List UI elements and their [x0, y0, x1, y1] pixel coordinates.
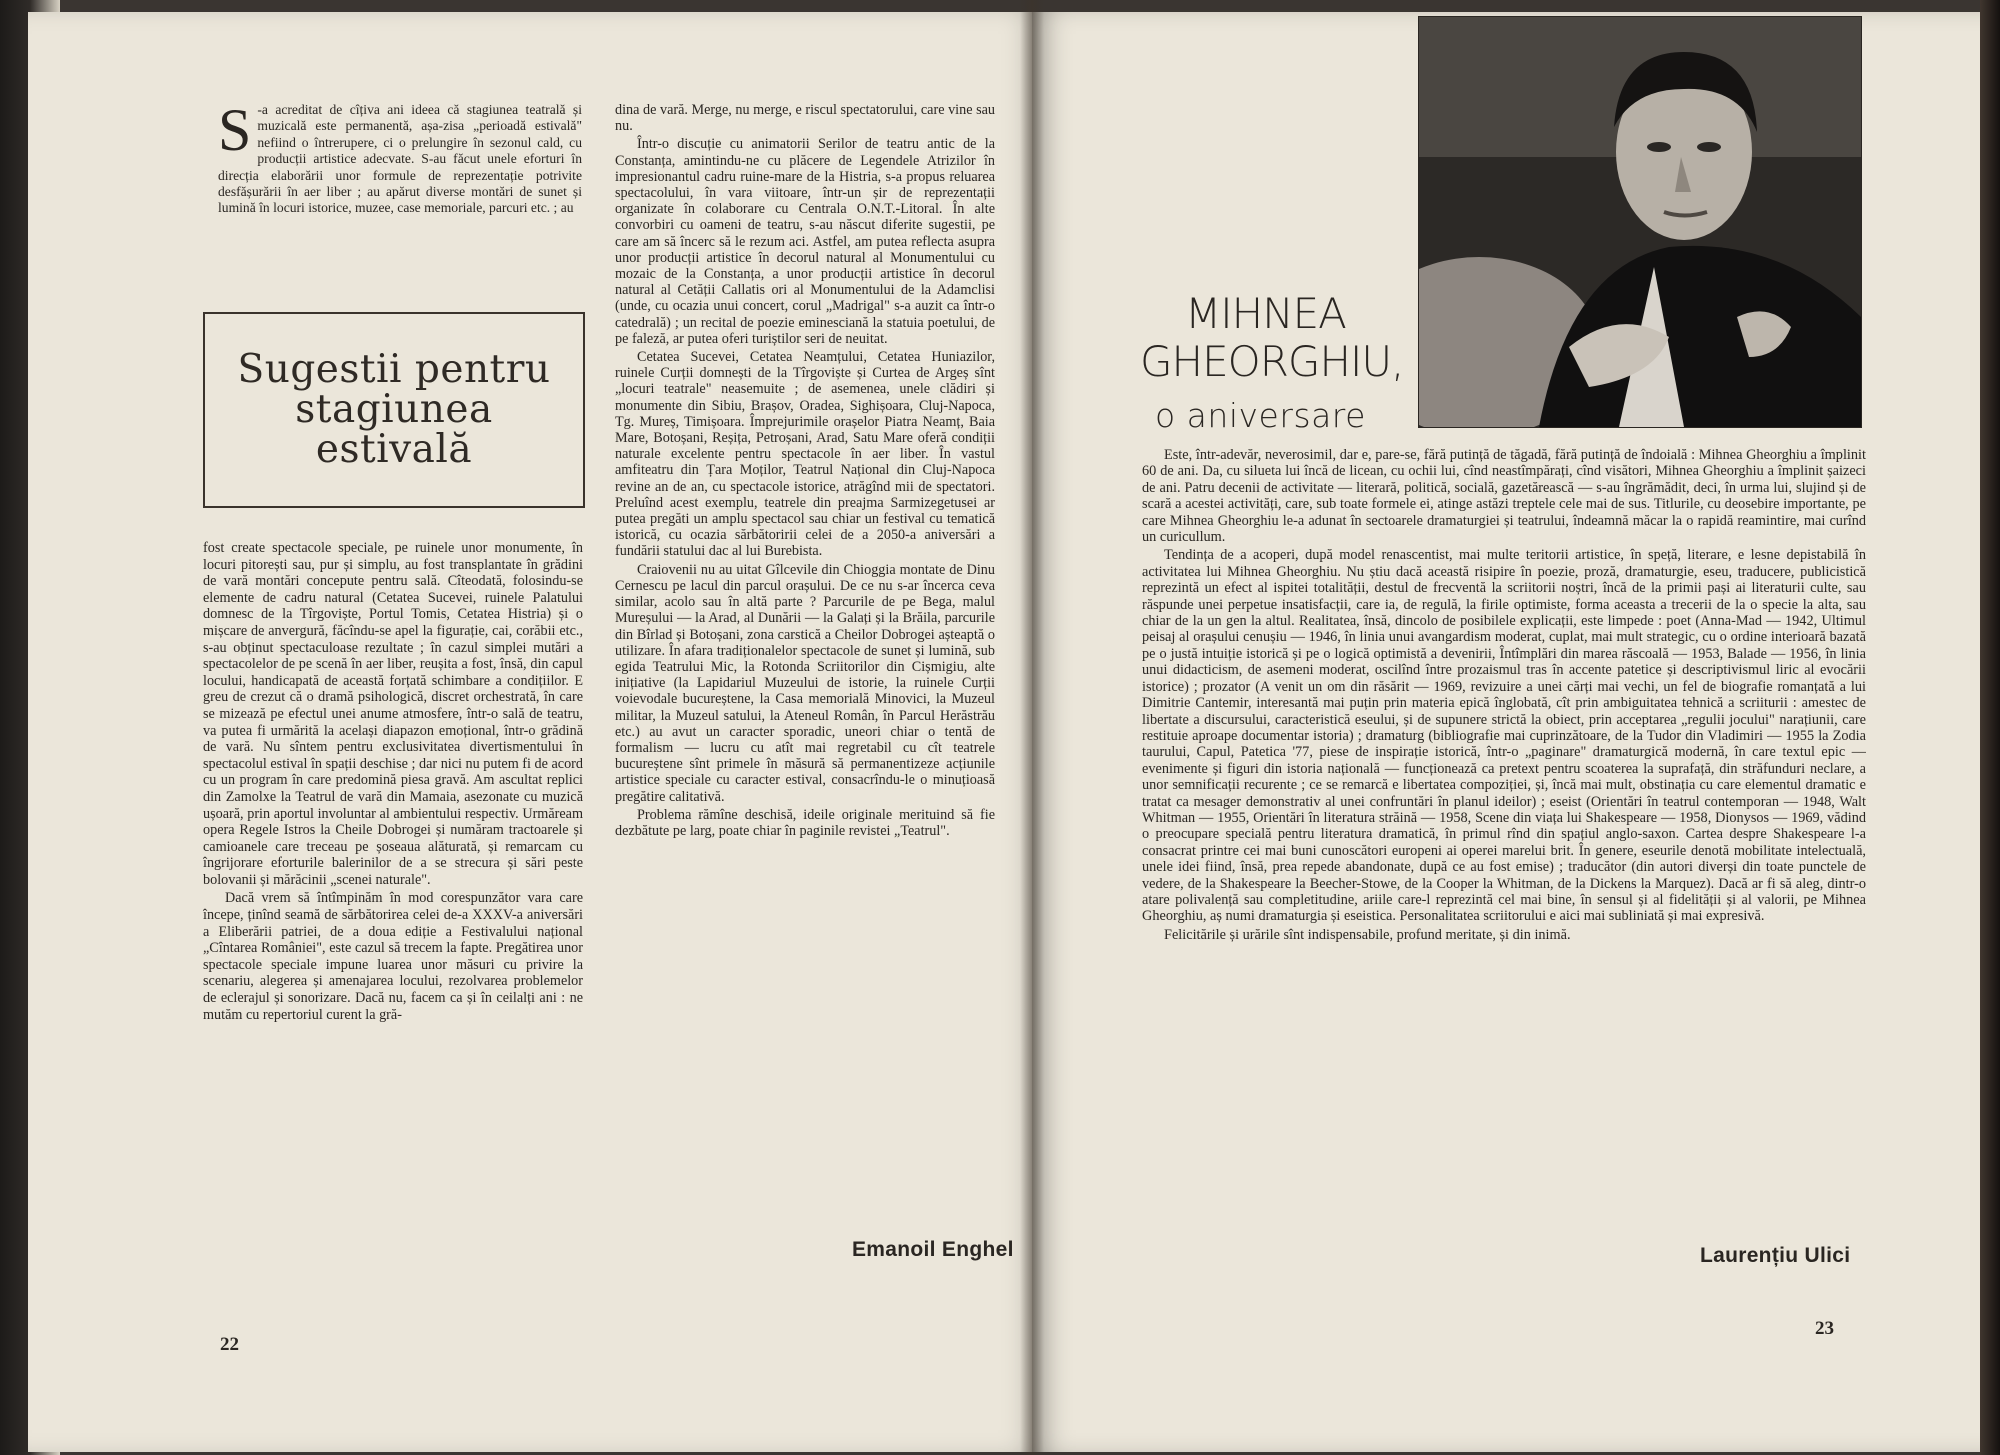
headline-subtitle: o aniversare — [1155, 396, 1366, 435]
paragraph: dina de vară. Merge, nu merge, e riscul spectatorului, care vine sau nu. — [615, 102, 995, 135]
book-gutter — [1020, 0, 1044, 1455]
paragraph: Este, într-adevăr, neverosimil, dar e, pare-se, fără putință de tăgadă, fără putință de îndoială : Mihnea Gheorghiu a împlinit 60 de ani. Da, cu silueta lui încă de licean, cu ochii lui, cînd neastîmpărați, cînd visători, Mihnea Gheorghiu a împlinit șaizeci de ani. Patru decenii de activitate — literară, politică, socială, gazetărească — s-au îngrămădit, deci, în urma lui, slujind și de scară a acestei activități, care, sub toate formele ei, atinge astăzi treptele cele mai de sus. Titlurile, cu deosebire importante, pe care Mihnea Gheorghiu le-a adunat în sectoarele dramaturgiei și teatrului, îndeamnă măcar la o rapidă reamintire, mai curînd un curicullum. — [1142, 447, 1866, 546]
paragraph: Craiovenii nu au uitat Gîlcevile din Chioggia montate de Dinu Cernescu pe lacul din parcul orașului. De ce nu s-ar încerca ceva similar, acolo sau în altă parte ? Parcurile de pe Bega, malul Mureșului — la Arad, al Dunării — la Galați și la Brăila, parcurile din Bîrlad și Botoșani, zona carstică a Cheilor Dobrogei așteaptă o utilizare. În afara tradiționalelor spectacole de sunet și lumină, sub egida Teatrului Mic, la Rotonda Scriitorilor din Cișmigiu, alte inițiative (la Lapidariul Muzeului de istorie, la ruinele Curții voievodale bucureștene, la Casa memorială Minovici, la Muzeul militar, la Muzeul satului, la Ateneul Român, în Parcul Herăstrău etc.) au avut un caracter sporadic, uneori chiar o tentă de formalism — lucru cu atît mai regretabil cu cît teatrele bucureștene sînt primele în măsură să permanentizeze acțiunile artistice speciale cu caracter estival, consacrîndu-le o minuțioasă pregătire calitativă. — [615, 561, 995, 805]
title-line-3: estivală — [315, 427, 473, 472]
portrait-photo — [1419, 17, 1861, 427]
left-column-2 — [615, 102, 995, 1232]
title-line-1: Sugestii pentru — [237, 347, 551, 392]
paragraph: Tendința de a acoperi, după model renascentist, mai multe teritorii artistice, în speță, literare, e lesne depistabilă în activitatea lui Mihnea Gheorghiu. Nu știu dacă această risipire în poezie, proză, dramaturgie, eseu, traducere, publicistică reprezintă un efect al ispitei totalității, destul de frecventă la scriitorii noștri, încă de la primii pași ai literaturii culte, sau răspunde unei perpetue insatisfacții, care ia, de regulă, la firile optimiste, forma aceasta a trecerii de la o specie la alta, sau chiar de la un gen la altul. Realitatea, însă, dincolo de posibilele explicații, este limpede : poet (Anna-Mad — 1942, Ultimul peisaj al orașului cenușiu — 1946, în linia unui avangardism moderat, cuplat, mai mult strategic, cu o ordine interioară bazată pe o justă intuiție istorică și pe o logică optimistă a devenirii, Întîmplări din marea răscoală — 1953, Balade — 1956, în linia unui didacticism, de asemeni moderat, oscilînd între prozaismul tras în accente patetice și descriptivismul liric al evocării istorice) ; prozator (A venit un om din răsărit — 1969, revizuire a unei cărți mai vechi, un fel de biografie romanțată a lui Dimitrie Cantemir, interesantă mai puțin prin materia epică înglobată, cît prin ambiguitatea tehnică a scriiturii : amestec de libertate a discursului, caracteristică eseului, și de supunere strictă la obiect, prin acceptarea „regulii jocului" narațiunii, care restituie aproape documentar istoria) ; dramaturg (bibliografie mai cuprinzătoare, de la Tudor din Vladimiri — 1955 la Zodia taurului, Capul, Patetica '77, piese de inspirație istorică, într-o „paginare" dramaturgică modernă, în care textul epic — evenimente și figuri din istoria națională — funcționează ca pretext pentru scoaterea la suprafață, din străfunduri neclare, a unor semnificații recurente ; ce se remarcă e libertatea compoziției, și, încă mai mult, obstinația cu care elementul dramatic e tratat ca mesager demonstrativ al unei confruntări în planul ideilor) ; eseist (Orientări în teatrul contemporan — 1948, Walt Whitman — 1955, Orientări în literatura străină — 1958, Scene din viața lui Shakespeare — 1958, Dionysos — 1969, vădind o preocupare specială pentru literatura dramatică, în primul rînd din spațiul anglo-saxon. Cartea despre Shakespeare l-a consacrat printre cei mai buni cunoscători europeni ai operei marelui brit. În genere, eseurile denotă mobilitate intelectuală, unele idei fiind, însă, prea repede abandonate, după ce au fost emise) ; traducător (din autori diverși din toate punctele de vedere, de la Shakespeare la Beecher-Stowe, de la Cooper la Whitman, de la Dickens la Marquez). Dacă ar fi să aleg, dintr-o atare polivalență sau completitudine, ariile care-l reprezintă cel mai bine, în sensul și al fidelității și al valorii, pe Mihnea Gheorghiu, aș numi dramaturgia și eseistica. Personalitatea scriitorului e aici mai subliniată și mai expresivă. — [1142, 547, 1866, 925]
paragraph: Felicitările și urările sînt indispensabile, profund meritate, și din inimă. — [1164, 926, 1571, 943]
paragraph: Problema rămîne deschisă, ideile originale merituind să fie dezbătute pe larg, poate chiar în paginile revistei „Teatrul". — [615, 806, 995, 839]
paragraph: Într-o discuție cu animatorii Serilor de teatru antic de la Constanța, amintindu-ne cu plăcere de Legendele Atrizilor în impresionantul cadru ruine-mare de la Histria, s-a propus reluarea spectacolului, în vara viitoare, într-un șir de reprezentații organizate în colaborare cu Centrala O.N.T.-Litoral. În alte convorbiri cu oameni de teatru, s-au născut diferite sugestii, pe care am să încerc să le rezum aci. Astfel, am putea reflecta asupra unor producții artistice în decorul natural al Monumentului cu mozaic de la Constanța, a unor producții artistice în decorul natural al Cetății Callatis ori al Monumentului de la Adamclisi (unde, cu ocazia unui concert, corul „Madrigal" s-a auzit ca într-o catedrală) ; un recital de poezie eminesciană la statuia poetului, de pe faleză, ar putea oferi turiștilor seri de neuitat. — [615, 136, 995, 347]
intro-text: -a acreditat de cîțiva ani ideea că stagiunea teatrală și muzicală este permanentă, așa-zisa „perioadă estivală" nefiind o întrerupere, ci o prelungire în sezonul cald, cu producții artistice adecvate. S-au făcut unele eforturi în direcția elaborării unor formule de reprezentație potrivite desfășurării în aer liber ; au apărut diverse montări de sunet și lumină în locuri istorice, muzee, case memoriale, parcuri etc. ; au — [218, 102, 582, 216]
left-page-number: 22 — [220, 1334, 239, 1355]
dropcap: S — [218, 97, 252, 163]
left-column-1 — [203, 540, 583, 1315]
paragraph: Dacă vrem să întîmpinăm în mod corespunzător vara care începe, ținînd seamă de sărbătorirea celei de-a XXXV-a aniversări a Eliberării patriei, de a doua ediție a Festivalului național „Cîntarea României", este cazul să trecem la fapte. Pregătirea unor spectacole speciale impune luarea unor măsuri cu privire la scenariu, alegerea și amenajarea locului, rezolvarea problemelor de eclerajul și sonorizare. Dacă nu, facem ca și în ceilalți ani : ne mutăm cu repertoriul curent la gră- — [203, 890, 583, 1023]
article-title-box — [203, 312, 585, 508]
intro-column — [218, 97, 582, 219]
right-signature: Laurențiu Ulici — [1700, 1244, 1851, 1267]
title-line-2: stagiunea — [295, 387, 493, 432]
paragraph: Cetatea Sucevei, Cetatea Neamțului, Cetatea Huniazilor, ruinele Curții domnești de la Tîrgoviște și Curtea de Argeș sînt „locuri teatrale" neasemuite ; de asemenea, unele clădiri și monumente din Sibiu, Brașov, Oradea, Sighișoara, Cluj-Napoca, Tg. Mureș, Timișoara. Împrejurimile orașelor Piatra Neamț, Baia Mare, Botoșani, Reșița, Petroșani, Arad, Satu Mare oferă condiții naturale excelente pentru spectacole în aer liber. În vastul amfiteatru din Țara Moților, Teatrul Național din Cluj-Napoca revine an de an, cu spectacole istorice, atrăgînd mii de spectatori. Preluînd acest exemplu, teatrele din preajma Sarmizegetusei ar putea pregăti un amplu spectacol sau chiar un festival cu tematică istorică, cu ocazia sărbătoririi celei de a 2050-a aniversări a fundării statului dac al lui Burebista. — [615, 349, 995, 560]
paragraph: fost create spectacole speciale, pe ruinele unor monumente, în locuri pitorești sau, pur și simplu, au fost transplantate în grădini de vară montări concepute pentru sală. Cîteodată, folosindu-se elemente de cadru natural (Cetatea Sucevei, ruinele Palatului domnesc de la Tîrgoviște, Portul Tomis, Cetatea Histria) și o mișcare de anvergură, făcîndu-se apel la figurație, cai, corăbii etc., s-au obținut spectaculoase rezultate ; în cazul simplei mutări a spectacolelor de pe scenă în aer liber, reușita a fost, însă, din capul locului, handicapată de această forțată schimbare a condițiilor. E greu de crezut că o dramă psihologică, discret orchestrată, în care se mizează pe efectul unei anume atmosfere, într-o sală de teatru, va putea fi urmărită la același diapazon emoțional, într-o grădină de vară. Nu sîntem pentru exclusivitatea divertismentului în spectacolul estival în spații deschise ; dar nici nu putem fi de acord cu un program în care predomină piesa gravă. Am ascultat replici din Zamolxe la Teatrul de vară din Mamaia, asezonate cu muzică ușoară, prin aportul involuntar al ambientului respectiv. Urmăream opera Regele Istros la Cheile Dobrogei și număram tractoarele și camioanele care treceau pe șoseaua alăturată, și remarcam cu îngrijorare eforturile balerinilor de a se strecura și sări peste bolovanii și mărăcinii „scenei naturale". — [203, 540, 583, 888]
right-column — [1142, 447, 1866, 1237]
right-page-number: 23 — [1815, 1318, 1834, 1339]
headline-line-1: MIHNEA — [1185, 289, 1346, 338]
book-edge-right — [1980, 0, 2000, 1455]
left-signature: Emanoil Enghel — [852, 1238, 1014, 1261]
portrait-photo-graphic — [1419, 17, 1861, 427]
headline-line-2: GHEORGHIU, — [1140, 337, 1404, 386]
